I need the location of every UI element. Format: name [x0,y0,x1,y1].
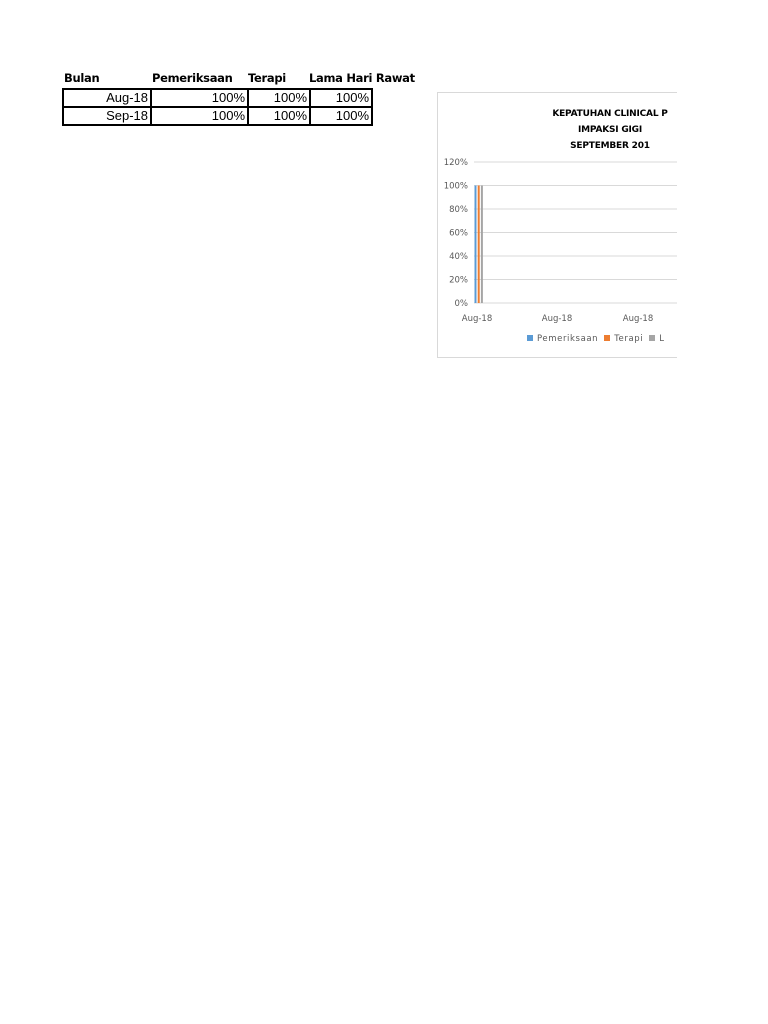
y-tick-label: 20% [449,275,468,286]
x-tick-label: Aug-18 [461,314,493,324]
cell-lama-hari-rawat[interactable]: 100% [310,89,372,107]
header-bulan: Bulan [64,71,100,85]
chart-plot [437,92,677,358]
header-terapi: Terapi [248,71,286,85]
y-tick-label: 40% [449,252,468,262]
cell-bulan[interactable]: Aug-18 [63,89,151,107]
legend-label: Terapi [614,334,644,344]
bar-l [481,186,483,304]
chart-title-line: KEPATUHAN CLINICAL P [552,109,668,119]
legend-swatch [649,335,655,341]
legend-item [604,334,643,344]
cell-terapi[interactable]: 100% [248,89,310,107]
cell-lama-hari-rawat[interactable]: 100% [310,107,372,125]
legend-swatch [527,335,533,341]
table-row [63,107,372,125]
legend-label: Pemeriksaan [537,334,599,344]
bar-pemeriksaan [475,186,477,304]
y-tick-label: 120% [443,158,468,168]
x-tick-label: Aug-18 [541,314,573,324]
legend-item [649,334,664,344]
chart-title-line: SEPTEMBER 201 [570,141,650,151]
legend-item [527,334,598,344]
bar-terapi [478,186,480,304]
cell-pemeriksaan[interactable]: 100% [151,89,248,107]
y-tick-label: 80% [449,205,468,215]
cell-terapi[interactable]: 100% [248,107,310,125]
chart-legend [527,334,671,344]
header-pemeriksaan: Pemeriksaan [152,71,233,85]
y-tick-label: 60% [449,228,468,239]
legend-swatch [604,335,610,341]
y-tick-label: 0% [454,299,468,309]
table-row [63,89,372,107]
header-lama-hari-rawat: Lama Hari Rawat [309,71,415,85]
legend-label: L [659,334,665,344]
chart-object[interactable] [437,92,677,358]
data-table [62,88,373,126]
cell-pemeriksaan[interactable]: 100% [151,107,248,125]
y-tick-label: 100% [443,181,468,192]
cell-bulan[interactable]: Sep-18 [63,107,151,125]
x-tick-label: Aug-18 [622,314,654,324]
chart-title-line: IMPAKSI GIGI [577,125,643,135]
